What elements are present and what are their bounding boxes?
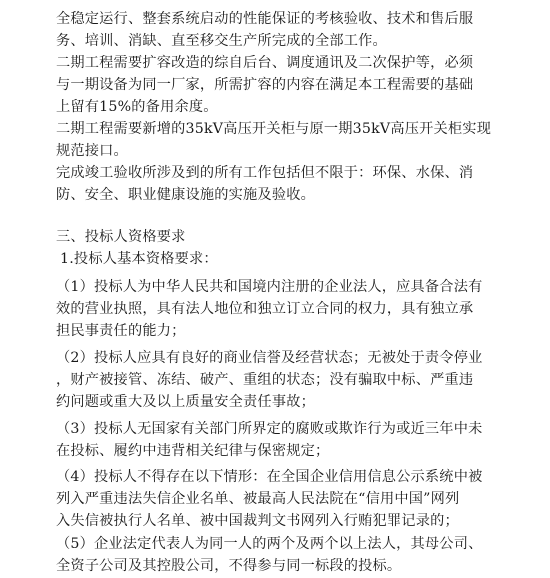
body-text-line: 二期工程需要新增的35kV高压开关柜与原一期35kV高压开关柜实现 — [56, 121, 492, 137]
body-text-line: 完成竣工验收所涉及到的所有工作包括但不限于：环保、水保、消 — [56, 165, 474, 181]
requirement-line: （5）企业法定代表人为同一人的两个及两个以上法人，其母公司、 — [56, 536, 483, 552]
requirement-line: 约问题或重大及以上质量安全责任事故； — [56, 394, 315, 410]
body-text-line: 上留有15%的备用余度。 — [56, 99, 218, 115]
body-text-line: 全稳定运行、整套系统启动的性能保证的考核验收、技术和售后服 — [56, 11, 474, 27]
requirement-line: （3）投标人无国家有关部门所界定的腐败或欺诈行为或近三年中未 — [56, 421, 483, 437]
body-text-line: 规范接口。 — [56, 143, 128, 159]
section-title: 三、投标人资格要求 — [56, 229, 186, 245]
subsection-title: 1.投标人基本资格要求： — [60, 251, 218, 267]
requirement-line: 全资子公司及其控股公司，不得参与同一标段的投标。 — [56, 558, 402, 574]
requirement-line: （2）投标人应具有良好的商业信誉及经营状态；无被处于责令停业 — [56, 350, 483, 366]
requirement-line: 效的营业执照，具有法人地位和独立订立合同的权力，具有独立承 — [56, 301, 474, 317]
requirement-line: 列入严重违法失信企业名单、被最高人民法院在“信用中国”网列 — [56, 491, 460, 507]
body-text-line: 防、安全、职业健康设施的实施及验收。 — [56, 187, 315, 203]
requirement-line: （4）投标人不得存在以下情形：在全国企业信用信息公示系统中被 — [56, 469, 483, 485]
body-text-line: 务、培训、消缺、直至移交生产所完成的全部工作。 — [56, 33, 387, 49]
requirement-line: （1）投标人为中华人民共和国境内注册的企业法人，应具备合法有 — [56, 279, 483, 295]
requirement-line: 入失信被执行人名单、被中国裁判文书网列入行贿犯罪记录的； — [56, 513, 459, 529]
requirement-line: ，财产被接管、冻结、破产、重组的状态；没有骗取中标、严重违 — [56, 372, 474, 388]
body-text-line: 与一期设备为同一厂家，所需扩容的内容在满足本工程需要的基础 — [56, 77, 474, 93]
body-text-line: 二期工程需要扩容改造的综自后台、调度通讯及二次保护等，必须 — [56, 55, 474, 71]
requirement-line: 担民事责任的能力； — [56, 323, 186, 339]
requirement-line: 在投标、履约中违背相关纪律与保密规定； — [56, 443, 330, 459]
